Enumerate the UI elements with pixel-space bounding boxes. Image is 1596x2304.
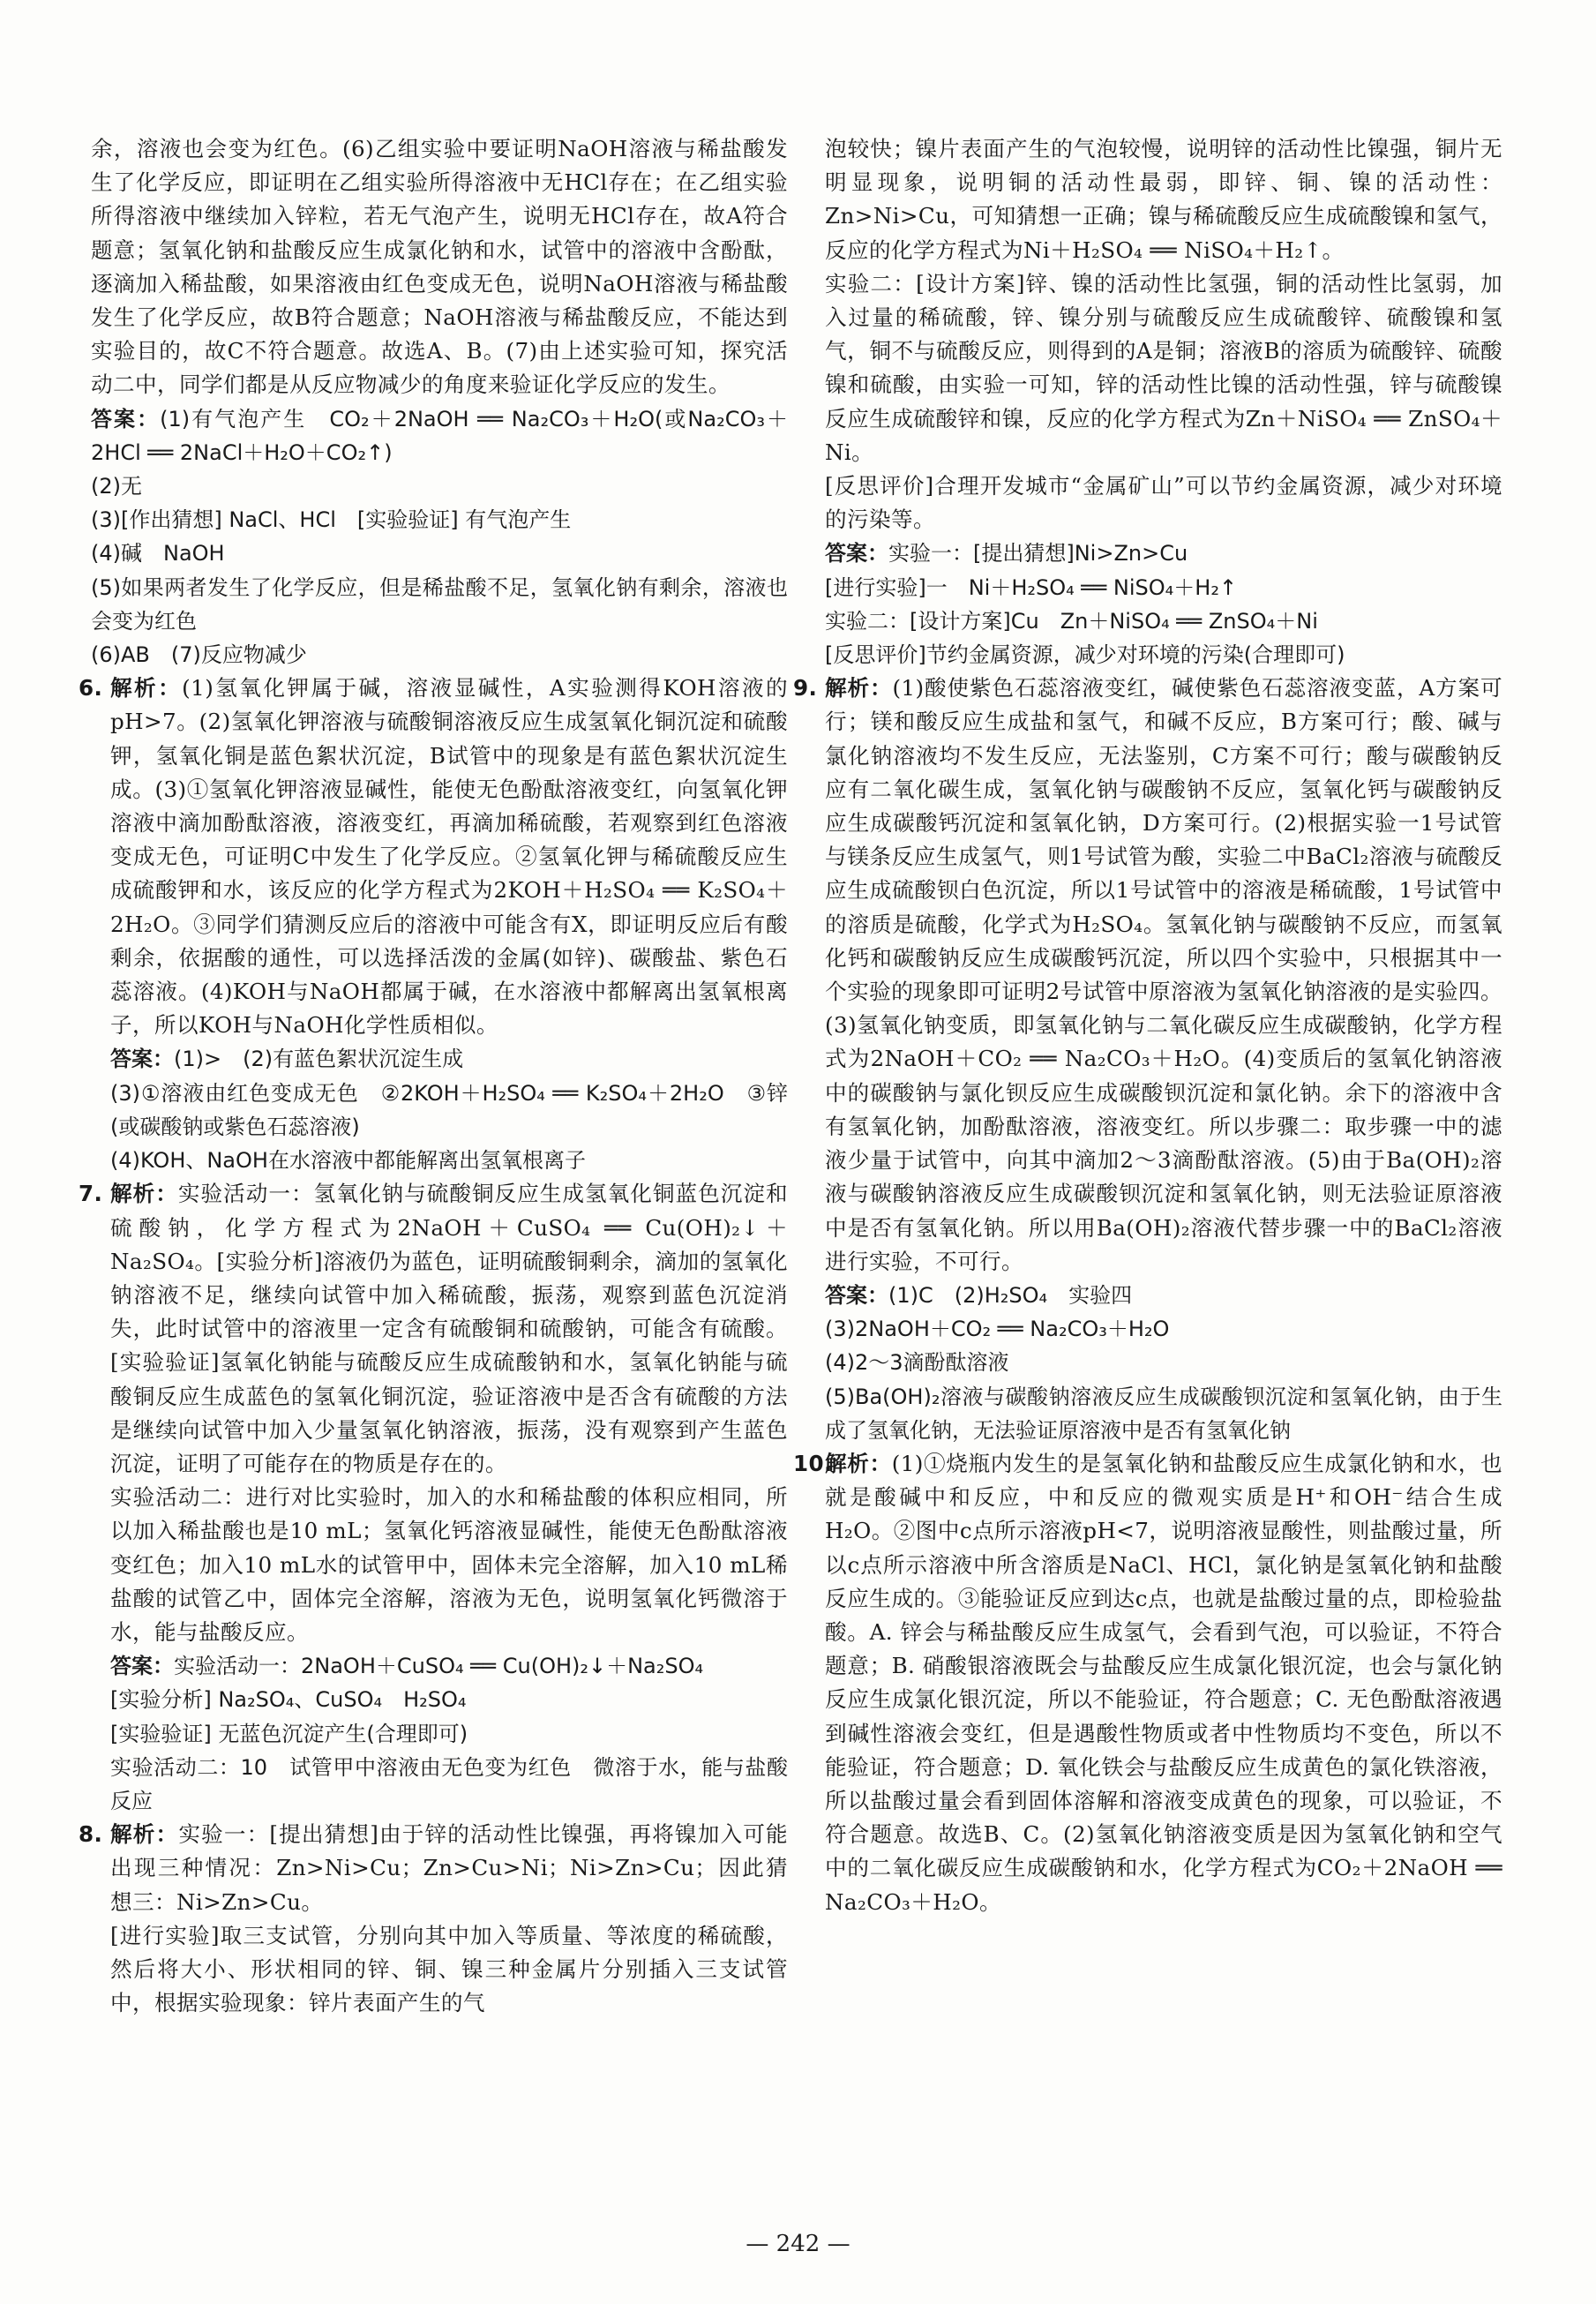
answer-line: 实验二：[设计方案]Cu Zn＋NiSO₄ ══ ZnSO₄＋Ni [825,608,1318,634]
answer-line: (2)无 [91,474,142,499]
answer-line: (5)如果两者发生了化学反应，但是稀盐酸不足，氢氧化钠有剩余，溶液也会变为红色 [91,574,788,634]
answer-label: 答案： [110,1654,174,1679]
question-number: 9. [793,675,818,702]
q9-answer [805,1279,1502,1312]
left-column [79,132,789,2020]
q8-answer [805,537,1502,570]
answer-line: (1)有气泡产生 CO₂＋2NaOH ══ Na₂CO₃＋H₂O(或Na₂CO₃＋2HCl ══ 2NaCl＋H₂O＋CO₂↑) [91,406,789,465]
answer-label: 答案： [825,1282,888,1308]
q7-analysis [79,1177,789,1481]
analysis-label: 解析： [825,675,893,702]
answer-line: (3)①溶液由红色变成无色 ②2KOH＋H₂SO₄ ══ K₂SO₄＋2H₂O ③锌(或碳酸钠或紫色石蕊溶液) [110,1080,788,1139]
q8-analysis-part4: [反思评价]合理开发城市“金属矿山”可以节约金属资源，减少对环境的污染等。 [825,473,1502,533]
answer-label: 答案： [91,406,161,432]
q8-analysis-part3: 实验二：[设计方案]锌、镍的活动性比氢强，铜的活动性比氢弱，加入过量的稀硫酸，锌、镍分别与硫酸反应生成硫酸锌、硫酸镍和氢气，铜不与硫酸反应，则得到的A是铜；溶液B的溶质为硫酸锌、硫酸镍和硫酸，由实验一可知，锌的活动性比镍的活动性强，锌与硫酸镍反应生成硫酸锌和镍，反应的化学方程式为Zn＋NiSO₄ ══ ZnSO₄＋Ni。 [825,270,1502,465]
question-number: 8. [79,1821,103,1848]
q7-answer [91,1649,788,1683]
q6-analysis [79,672,789,1042]
q5-analysis-continued: 余，溶液也会变为红色。(6)乙组实验中要证明NaOH溶液与稀盐酸发生了化学反应，即证明在乙组实验所得溶液中无HCl存在；在乙组实验所得溶液中继续加入锌粒，若无气泡产生，说明无HCl存在，故A符合题意；氢氧化钠和盐酸反应生成氯化钠和水，试管中的溶液中含酚酞，逐滴加入稀盐酸，如果溶液由红色变成无色，说明NaOH溶液与稀盐酸发生了化学反应，故B符合题意；NaOH溶液与稀盐酸反应，不能达到实验目的，故C不符合题意。故选A、B。(7)由上述实验可知，探究活动二中，同学们都是从反应物减少的角度来验证化学反应的发生。 [91,136,788,398]
analysis-label: 解析： [110,1181,178,1207]
answer-line: (4)KOH、NaOH在水溶液中都能解离出氢氧根离子 [110,1148,586,1174]
answer-line: (3)2NaOH＋CO₂ ══ Na₂CO₃＋H₂O [825,1317,1170,1342]
answer-line: (5)Ba(OH)₂溶液与碳酸钠溶液反应生成碳酸钡沉淀和氢氧化钠，由于生成了氢氧化钠，无法验证原溶液中是否有氢氧化钠 [825,1384,1502,1443]
question-number: 6. [79,675,103,702]
analysis-text: 实验一：[提出猜想]由于锌的活动性比镍强，再将镍加入可能出现三种情况：Zn>Ni>Cu；Zn>Cu>Ni；Ni>Zn>Cu；因此猜想三：Ni>Zn>Cu。 [110,1821,788,1915]
answer-line: [实验分析] Na₂SO₄、CuSO₄ H₂SO₄ [110,1687,467,1713]
answer-line: 实验活动二：10 试管甲中溶液由无色变为红色 微溶于水，能与盐酸反应 [110,1754,788,1813]
q9-analysis [793,672,1503,1279]
q7-analysis-part2: 实验活动二：进行对比实验时，加入的水和稀盐酸的体积应相同，所以加入稀盐酸也是10 mL；氢氧化钙溶液显碱性，能使无色酚酞溶液变红色；加入10 mL水的试管甲中，固体未完全溶解，加入10 mL稀盐酸的试管乙中，固体完全溶解，溶液为无色，说明氢氧化钙微溶于水，能与盐酸反应。 [110,1484,788,1645]
q8-analysis [79,1818,788,1919]
question-number: 10. [793,1450,833,1476]
q6-answer [91,1042,788,1076]
q8-analysis-part2: [进行实验]取三支试管，分别向其中加入等质量、等浓度的稀硫酸，然后将大小、形状相同的锌、铜、镍三种金属片分别插入三支试管中，根据实验现象：锌片表面产生的气 [110,1922,788,2016]
answer-label: 答案： [110,1047,174,1072]
answer-line: [反思评价]节约金属资源，减少对环境的污染(合理即可) [825,642,1345,668]
analysis-text: 实验活动一：氢氧化钠与硫酸铜反应生成氢氧化铜蓝色沉淀和硫酸钠，化学方程式为2NaOH＋CuSO₄ ══ Cu(OH)₂↓＋Na₂SO₄。[实验分析]溶液仍为蓝色，证明硫酸铜剩余，滴加的氢氧化钠溶液不足，继续向试管中加入稀硫酸，振荡，观察到蓝色沉淀消失，此时试管中的溶液里一定含有硫酸铜和硫酸钠，可能含有硫酸。[实验验证]氢氧化钠能与硫酸反应生成硫酸钠和水，氢氧化钠能与硫酸铜反应生成蓝色的氢氧化铜沉淀，验证溶液中是否含有硫酸的方法是继续向试管中加入少量氢氧化钠溶液，振荡，没有观察到产生蓝色沉淀，证明了可能存在的物质是存在的。 [110,1181,789,1476]
answer-line: (4)2～3滴酚酞溶液 [825,1350,1009,1376]
answer-line: (1)C (2)H₂SO₄ 实验四 [888,1282,1133,1308]
answer-line: (6)AB (7)反应物减少 [91,642,307,668]
answer-line: 实验一：[提出猜想]Ni>Zn>Cu [888,541,1188,567]
analysis-text: (1)酸使紫色石蕊溶液变红，碱使紫色石蕊溶液变蓝，A方案可行；镁和酸反应生成盐和氢气，和碱不反应，B方案可行；酸、碱与氯化钠溶液均不发生反应，无法鉴别，C方案不可行；酸与碳酸钠反应有二氧化碳生成，氢氧化钠与碳酸钠不反应，氢氧化钙与碳酸钠反应生成碳酸钙沉淀和氢氧化钠，D方案可行。(2)根据实验一1号试管与镁条反应生成氢气，则1号试管为酸，实验二中BaCl₂溶液与硫酸反应生成硫酸钡白色沉淀，所以1号试管中的溶液是稀硫酸，1号试管中的溶质是硫酸，化学式为H₂SO₄。氢氧化钠与碳酸钠不反应，而氢氧化钙和碳酸钠反应生成碳酸钙沉淀，所以四个实验中，只根据其中一个实验的现象即可证明2号试管中原溶液为氢氧化钠溶液的是实验四。(3)氢氧化钠变质，即氢氧化钠与二氧化碳反应生成碳酸钠，化学方程式为2NaOH＋CO₂ ══ Na₂CO₃＋H₂O。(4)变质后的氢氧化钠溶液中的碳酸钠与氯化钡反应生成碳酸钡沉淀和氯化钠。余下的溶液中含有氢氧化钠，加酚酞溶液，溶液变红。所以步骤二：取步骤一中的滤液少量于试管中，向其中滴加2～3滴酚酞溶液。(5)由于Ba(OH)₂溶液与碳酸钠溶液反应生成碳酸钡沉淀和氢氧化钠，则无法验证原溶液中是否有氢氧化钠。所以用Ba(OH)₂溶液代替步骤一中的BaCl₂溶液进行实验，不可行。 [825,675,1503,1274]
analysis-text: (1)①烧瓶内发生的是氢氧化钠和盐酸反应生成氯化钠和水，也就是酸碱中和反应，中和反应的微观实质是H⁺和OH⁻结合生成H₂O。②图中c点所示溶液pH<7，说明溶液显酸性，则盐酸过量，所以c点所示溶液中所含溶质是NaCl、HCl，氯化钠是氢氧化钠和盐酸反应生成的。③能验证反应到达c点，也就是盐酸过量的点，即检验盐酸。A. 锌会与稀盐酸反应生成氢气，会看到气泡，可以验证，不符合题意；B. 硝酸银溶液既会与盐酸反应生成氯化银沉淀，也会与氯化钠反应生成氯化银沉淀，所以不能验证，符合题意；C. 无色酚酞溶液遇到碱性溶液会变红，但是遇酸性物质或者中性物质均不变色，所以不能验证，符合题意；D. 氧化铁会与盐酸反应生成黄色的氯化铁溶液，所以盐酸过量会看到固体溶解和溶液变成黄色的现象，可以验证，不符合题意。故选B、C。(2)氢氧化钠溶液变质是因为氢氧化钠和空气中的二氧化碳反应生成碳酸钠和水，化学方程式为CO₂＋2NaOH ══ Na₂CO₃＋H₂O。 [825,1450,1502,1915]
analysis-label: 解析： [110,675,183,702]
answer-line: (1)> (2)有蓝色絮状沉淀生成 [174,1047,464,1072]
analysis-label: 解析： [110,1821,179,1848]
page-number: — 242 — [746,2231,850,2257]
q8-analysis-continued: 泡较快；镍片表面产生的气泡较慢，说明锌的活动性比镍强，铜片无明显现象，说明铜的活动性最弱，即锌、铜、镍的活动性：Zn>Ni>Cu，可知猜想一正确；镍与稀硫酸反应生成硫酸镍和氢气，反应的化学方程式为Ni＋H₂SO₄ ══ NiSO₄＋H₂↑。 [825,136,1502,263]
q5-answer [91,402,788,469]
q10-analysis [793,1447,1502,1919]
answer-line: (3)[作出猜想] NaCl、HCl [实验验证] 有气泡产生 [91,507,572,533]
answer-line: 实验活动一：2NaOH＋CuSO₄ ══ Cu(OH)₂↓＋Na₂SO₄ [174,1654,704,1679]
answer-label: 答案： [825,541,888,567]
answer-line: [实验验证] 无蓝色沉淀产生(合理即可) [110,1721,468,1746]
analysis-label: 解析： [825,1450,892,1476]
right-column [793,132,1503,1919]
question-number: 7. [79,1181,103,1207]
answer-line: (4)碱 NaOH [91,541,225,567]
answer-line: [进行实验]一 Ni＋H₂SO₄ ══ NiSO₄＋H₂↑ [825,574,1238,600]
analysis-text: (1)氢氧化钾属于碱，溶液显碱性，A实验测得KOH溶液的pH>7。(2)氢氧化钾溶液与硫酸铜溶液反应生成氢氧化铜沉淀和硫酸钾，氢氧化铜是蓝色絮状沉淀，B试管中的现象是有蓝色絮状沉淀生成。(3)①氢氧化钾溶液显碱性，能使无色酚酞溶液变红，向氢氧化钾溶液中滴加酚酞溶液，溶液变红，再滴加稀硫酸，若观察到红色溶液变成无色，可证明C中发生了化学反应。②氢氧化钾与稀硫酸反应生成硫酸钾和水，该反应的化学方程式为2KOH＋H₂SO₄ ══ K₂SO₄＋2H₂O。③同学们猜测反应后的溶液中可能含有X，即证明反应后有酸剩余，依据酸的通性，可以选择活泼的金属(如锌)、碳酸盐、紫色石蕊溶液。(4)KOH与NaOH都属于碱，在水溶液中都解离出氢氧根离子，所以KOH与NaOH化学性质相似。 [110,675,789,1039]
